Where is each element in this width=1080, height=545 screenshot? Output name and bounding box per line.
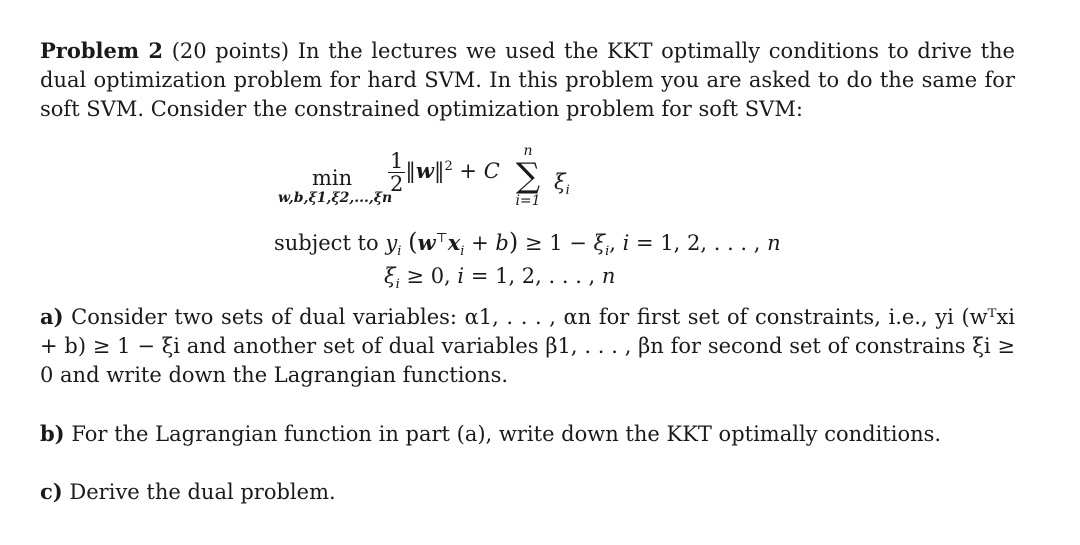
part-a-text: Consider two sets of dual variables: α1, . . . , αn for first set of constraints, i.e., yi (wᵀxi + b) ≥ 1 − ξi and another set of dual variables β1, . . . , βn for second set of constrains ξi ≥ 0 and write down the Lagrangian functions. [40,305,1015,387]
summation [508,143,548,209]
one-half-fraction: $\frac{1}{2}$ [390,149,404,196]
objective-xi: $\xi_i$ [554,170,570,199]
sum-lower-limit: i=1 [515,193,541,209]
problem-intro [40,36,1015,124]
sigma-symbol: ∑ [515,156,541,196]
part-b [40,419,1015,449]
part-b-label: b) [40,421,65,446]
constraint-1: subject to $y_i$ $(w^⊤x_i + b) \ge 1 - \xi_i$, i = 1, 2, . . . , n [274,228,781,260]
part-a [40,302,1015,390]
min-operator: min [312,166,353,190]
subject-to-label: subject to [274,231,379,255]
sum-upper-limit: n [523,143,533,159]
part-c [40,477,1015,507]
objective-expression: $\frac{1}{2}$ ‖w‖$^2$ + C [390,149,500,196]
part-c-text: Derive the dual problem. [69,480,336,504]
part-a-label: a) [40,304,64,329]
min-subscript: w,b,ξ1,ξ2,...,ξn [278,190,393,206]
part-c-label: c) [40,479,63,504]
constraint-2: $\xi_i \ge 0$, i = 1, 2, . . . , n [384,264,616,293]
problem-intro-text: (20 points) In the lectures we used the KKT optimally conditions to drive the dual optimization problem for hard SVM. In this problem you are asked to do the same for soft SVM. Consider the constrained optimization problem for soft SVM: [40,39,1015,121]
problem-label: Problem 2 [40,38,164,63]
part-b-text: For the Lagrangian function in part (a), write down the KKT optimally conditions. [71,422,942,446]
